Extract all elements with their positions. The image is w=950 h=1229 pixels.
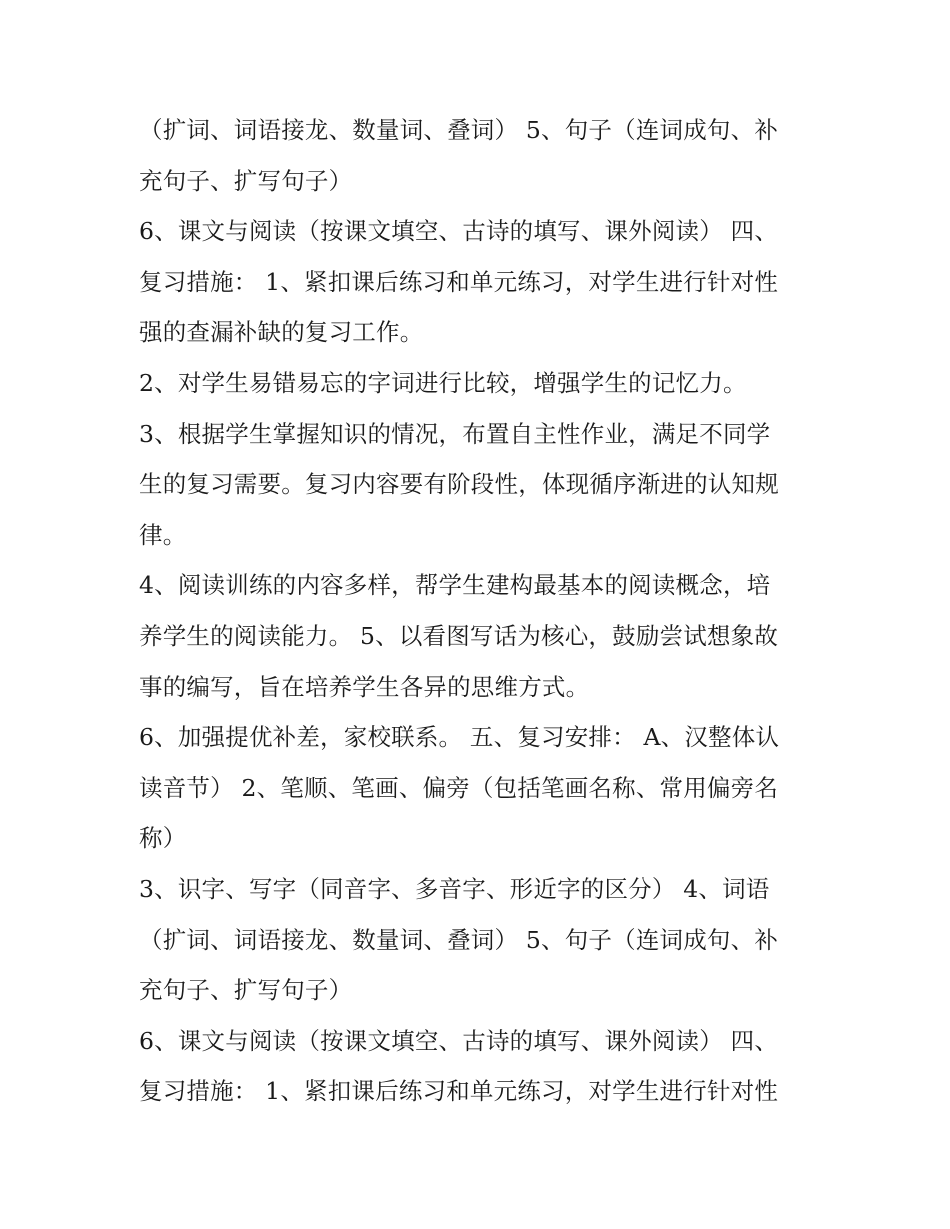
text-line: 事的编写，旨在培养学生各异的思维方式。: [139, 672, 590, 701]
text-line: 生的复习需要。复习内容要有阶段性，体现循序渐进的认知规: [139, 470, 779, 499]
text-line: 复习措施： 1、紧扣课后练习和单元练习，对学生进行针对性: [139, 1077, 779, 1106]
document-body: [139, 105, 819, 1117]
text-line: 6、课文与阅读（按课文填空、古诗的填写、课外阅读） 四、: [139, 217, 779, 246]
text-line: 律。: [139, 520, 187, 549]
text-line: （扩词、词语接龙、数量词、叠词） 5、句子（连词成句、补: [139, 116, 779, 144]
text-line: 养学生的阅读能力。 5、以看图写话为核心，鼓励尝试想象故: [139, 621, 779, 650]
text-line: 2、对学生易错易忘的字词进行比较，增强学生的记忆力。: [139, 368, 747, 397]
text-line: 称）: [139, 824, 187, 853]
text-line: 3、识字、写字（同音字、多音字、形近字的区分） 4、词语: [139, 874, 770, 903]
text-line: 6、课文与阅读（按课文填空、古诗的填写、课外阅读） 四、: [139, 1026, 779, 1055]
text-line: 3、根据学生掌握知识的情况，布置自主性作业，满足不同学: [139, 419, 771, 448]
text-line: （扩词、词语接龙、数量词、叠词） 5、句子（连词成句、补: [139, 925, 779, 954]
text-line: 复习措施： 1、紧扣课后练习和单元练习，对学生进行针对性: [139, 267, 779, 296]
text-line: 充句子、扩写句子）: [139, 166, 353, 195]
text-line: 强的查漏补缺的复习工作。: [139, 318, 424, 347]
text-line: 读音节） 2、笔顺、笔画、偏旁（包括笔画名称、常用偏旁名: [139, 773, 779, 802]
text-line: 4、阅读训练的内容多样，帮学生建构最基本的阅读概念，培: [139, 571, 771, 600]
text-line: 6、加强提优补差，家校联系。 五、复习安排： A、汉整体认: [139, 723, 780, 752]
text-line: 充句子、扩写句子）: [139, 976, 353, 1005]
